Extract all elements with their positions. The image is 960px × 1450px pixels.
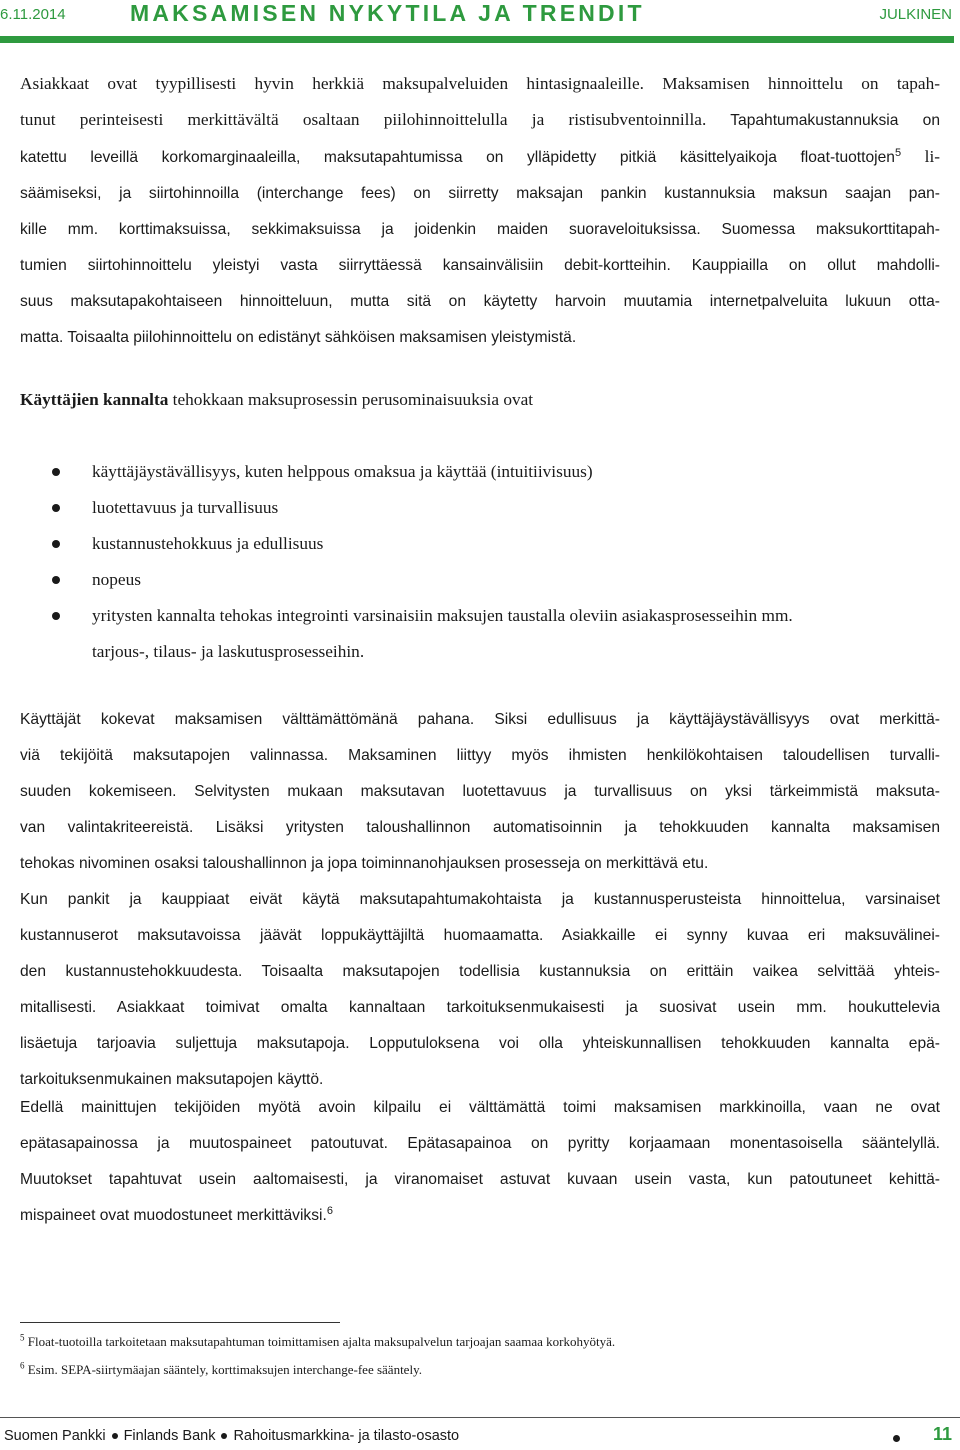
list-item: [50, 490, 930, 526]
text-line: mitallisesti. Asiakkaat toimivat omalta kannaltaan tarkoituksenmukaisesti ja suosivat usein mm. houkuttelevia: [20, 999, 940, 1016]
text-line: [20, 102, 940, 139]
text-line: epätasapainossa ja muutospaineet patoutuvat. Epätasapainoa on pyritty korjaamaan monentasoisella sääntelyllä.: [20, 1135, 940, 1152]
footnote-6: [20, 1362, 422, 1378]
text-line: [20, 382, 940, 418]
footer-org-sv: Finlands Bank: [123, 1428, 216, 1444]
footer-department: Rahoitusmarkkina- ja tilasto-osasto: [233, 1428, 460, 1444]
text-line: viä tekijöitä maksutapojen valinnassa. Maksaminen liittyy myös ihmisten henkilökohtaisen taloudellisen turvalli-: [20, 747, 940, 764]
text-line: lisäetuja tarjoavia suljettuja maksutapoja. Lopputuloksena voi olla yhteiskunnallisen tehokkuuden kannalta epä-: [20, 1035, 940, 1052]
footnote-divider: [20, 1322, 340, 1323]
text-span: mispaineet ovat muodostuneet merkittäviksi.: [20, 1207, 327, 1224]
bullet-icon: [52, 504, 60, 512]
text-line: tumien siirtohinnoittelu yleistyi vasta siirryttäessä kansainvälisiin debit-kortteihin. Kauppiailla on ollut mahdolli-: [20, 257, 940, 274]
text-line: den kustannustehokkuudesta. Toisaalta maksutapojen todellisia kustannuksia on erittäin vaikea selvittää yhteis-: [20, 963, 940, 980]
list-item: [50, 562, 930, 598]
text-line: [20, 139, 940, 176]
list-item-text: nopeus: [92, 570, 141, 589]
footnote-5: [20, 1334, 615, 1350]
text-span: li-: [901, 147, 940, 166]
text-span: tunut perinteisesti merkittävältä osaltaan piilohinnoittelulla ja ristisubventoinnilla.: [20, 110, 707, 129]
footnote-ref-5[interactable]: 5: [894, 146, 902, 159]
text-line: suus maksutapakohtaiseen hinnoitteluun, mutta sitä on käytetty harvoin muutamia internetpalveluita lukuun otta-: [20, 293, 940, 310]
bullet-separator-icon: [112, 1433, 118, 1439]
list-item-text: tarjous-, tilaus- ja laskutusprosesseihin.: [92, 642, 365, 661]
bullet-list: [50, 454, 930, 670]
page-header: [0, 0, 960, 30]
list-item-text: luotettavuus ja turvallisuus: [92, 498, 279, 517]
text-line: van valintakriteereistä. Lisäksi yritysten taloushallinnon automatisoinnin ja tehokkuuden kannalta maksamisen: [20, 819, 940, 836]
footer-dot-icon: [893, 1435, 900, 1442]
list-item: [50, 598, 930, 670]
paragraph-user-perspective: [20, 382, 940, 418]
page-footer: [4, 1428, 459, 1444]
footnote-text: Float-tuotoilla tarkoitetaan maksutapahtuman toimittamisen ajalta maksupalvelun tarjoajan saamaa korkohyötyä.: [27, 1334, 616, 1349]
text-line: matta. Toisaalta piilohinnoittelu on edistänyt sähköisen maksamisen yleistymistä.: [20, 329, 577, 346]
bullet-icon: [52, 576, 60, 584]
list-item: [50, 454, 930, 490]
text-span: tehokkaan maksuprosessin perusominaisuuksia ovat: [168, 390, 534, 409]
footnote-ref-6[interactable]: 6: [326, 1204, 333, 1217]
header-title: MAKSAMISEN NYKYTILA JA TRENDIT: [130, 0, 645, 26]
bullet-icon: [52, 468, 60, 476]
list-item: [50, 526, 930, 562]
text-line: säämiseksi, ja siirtohinnoilla (interchange fees) on siirretty maksajan pankin kustannuksia maksun saajan pan-: [20, 185, 940, 202]
paragraph-competition: [20, 1090, 940, 1234]
header-classification: JULKINEN: [879, 6, 952, 23]
header-date: 6.11.2014: [0, 6, 66, 23]
text-line: kustannuserot maksutavoissa jäävät loppukäyttäjiltä huomaamatta. Asiakkaille ei synny kuvaa eri maksuvälinei-: [20, 927, 940, 944]
paragraph-cost-differences: [20, 882, 940, 1098]
bullet-icon: [52, 540, 60, 548]
list-item-text: kustannustehokkuus ja edullisuus: [92, 534, 324, 553]
footnote-number: 5: [20, 1332, 25, 1343]
footnote-text: Esim. SEPA-siirtymäajan sääntely, korttimaksujen interchange-fee sääntely.: [27, 1362, 422, 1377]
paragraph-necessary-evil: [20, 702, 940, 882]
list-item-text: yritysten kannalta tehokas integrointi varsinaisiin maksujen taustalla oleviin asiakasprosesseihin mm.: [92, 606, 793, 625]
text-line: suuden kokemiseen. Selvitysten mukaan maksutavan luotettavuus ja turvallisuus on yksi tärkeimmistä maksuta-: [20, 783, 940, 800]
text-line: [20, 1198, 940, 1234]
text-span: katettu leveillä korkomarginaaleilla, maksutapahtumissa on ylläpidetty pitkiä käsittelyaikoja float-tuottojen: [20, 149, 895, 166]
bullet-separator-icon: [221, 1433, 227, 1439]
list-item-text: käyttäjäystävällisyys, kuten helppous omaksua ja käyttää (intuitiivisuus): [92, 462, 593, 481]
text-line: Muutokset tapahtuvat usein aaltomaisesti, ja viranomaiset astuvat kuvaan usein vasta, kun patoutuneet kehittä-: [20, 1171, 940, 1188]
text-line: Edellä mainittujen tekijöiden myötä avoin kilpailu ei välttämättä toimi maksamisen markkinoilla, vaan ne ovat: [20, 1099, 940, 1116]
text-span: Tapahtumakustannuksia on: [706, 112, 941, 129]
text-line: tehokas nivominen osaksi taloushallinnon ja jopa toiminnanohjauksen prosesseja on merkittävä etu.: [20, 855, 709, 872]
bullet-icon: [52, 612, 60, 620]
header-bar: [0, 36, 954, 43]
text-line: Käyttäjät kokevat maksamisen välttämättömänä pahana. Siksi edullisuus ja käyttäjäystävällisyys ovat merkittä-: [20, 711, 940, 728]
page-number: 11: [932, 1424, 952, 1444]
paragraph-pricing: [20, 66, 940, 356]
text-line: Kun pankit ja kauppiaat eivät käytä maksutapahtumakohtaista ja kustannusperusteista hinnoittelua, varsinaiset: [20, 891, 940, 908]
footer-divider: [0, 1417, 960, 1418]
bold-lead: Käyttäjien kannalta: [20, 390, 169, 409]
footnote-number: 6: [20, 1360, 25, 1371]
footer-org-fi: Suomen Pankki: [4, 1428, 106, 1444]
text-line: Asiakkaat ovat tyypillisesti hyvin herkkiä maksupalveluiden hintasignaaleille. Maksamisen hinnoittelu on tapah-: [20, 74, 940, 93]
text-line: tarkoituksenmukainen maksutapojen käyttö.: [20, 1071, 324, 1088]
text-line: kille mm. korttimaksuissa, sekkimaksuissa ja joidenkin maiden suoraveloituksissa. Suomessa maksukorttitapah-: [20, 221, 940, 238]
